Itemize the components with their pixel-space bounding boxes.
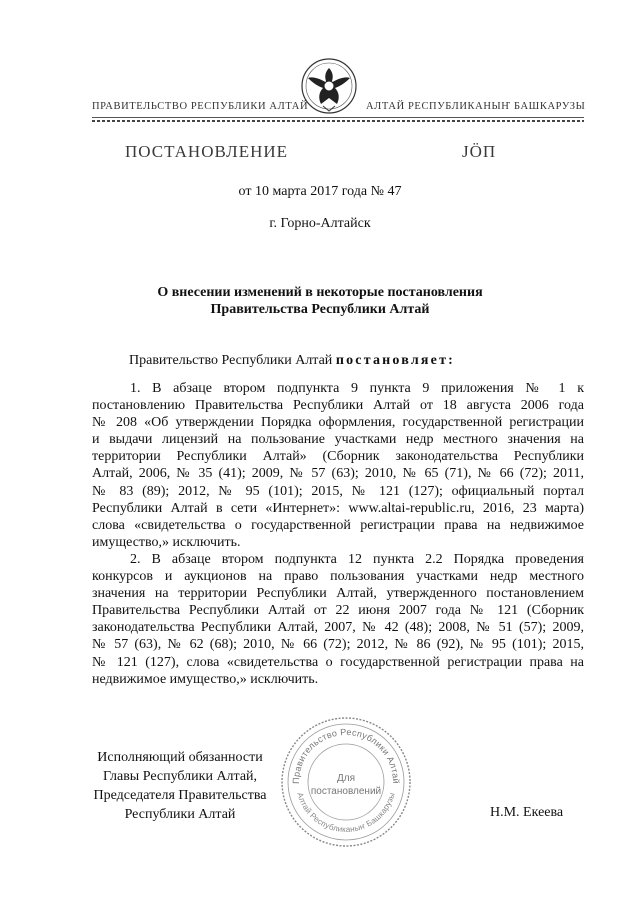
letterhead-divider xyxy=(92,117,584,118)
signatory-position xyxy=(84,748,276,824)
official-stamp xyxy=(279,715,413,849)
paragraph-line: № 83 (89); 2012, № 95 (101); 2015, № 121 (127); официальный портал xyxy=(92,483,584,499)
document-title xyxy=(0,284,640,318)
paragraph-line: 1. В абзаце втором подпункта 9 пункта 9 приложения № 1 к xyxy=(130,381,584,396)
title-line: Правительства Республики Алтай xyxy=(210,302,430,317)
position-line: Главы Республики Алтай, xyxy=(102,769,258,784)
paragraph-line: недвижимое имущество,» исключить. xyxy=(92,671,319,687)
letterhead-divider-dashed xyxy=(92,120,584,122)
stamp-center-line: постановлений xyxy=(310,786,382,797)
paragraph-line: № 121 (127), слова «свидетельства о государственной регистрации права на xyxy=(92,654,584,670)
document-city: г. Горно-Алтайск xyxy=(269,216,371,231)
paragraph-1 xyxy=(92,380,584,551)
position-line: Республики Алтай xyxy=(124,807,236,822)
letterhead-right: АЛТАЙ РЕСПУБЛИКАНЫҤ БАШКАРУЗЫ xyxy=(366,101,586,112)
paragraph-2 xyxy=(92,551,584,688)
paragraph-line: № 57 (63), № 62 (68); 2010, № 66 (72); 2012, № 86 (92), № 95 (101); 2015, xyxy=(92,637,584,653)
paragraph-line: Правительства Республики Алтай от 22 июня 2007 года № 121 (Сборник xyxy=(92,603,584,619)
paragraph-line: Республики Алтай в сети «Интернет»: www.altai-republic.ru, 2016, 23 марта) xyxy=(92,500,584,516)
title-line: О внесении изменений в некоторые постановления xyxy=(157,285,483,300)
signatory-name: Н.М. Екеева xyxy=(490,805,564,820)
stamp-center-line: Для xyxy=(336,773,356,784)
paragraph-line: имущество,» исключить. xyxy=(92,534,241,550)
paragraph-line: 2. В абзаце втором подпункта 12 пункта 2.2 Порядка проведения xyxy=(130,552,584,567)
paragraph-line: слова «свидетельства о государственной регистрации права на недвижимое xyxy=(92,517,584,533)
paragraph-line: Алтай, 2006, № 35 (41); 2009, № 57 (63); 2010, № 65 (71), № 66 (72); 2011, xyxy=(92,466,584,482)
paragraph-line: законодательства Республики Алтай, 2007, № 42 (48); 2008, № 51 (57); 2009, xyxy=(92,620,584,636)
stamp-ring-bottom: Алтай Республиканыҥ Башкарузы xyxy=(295,791,397,835)
position-line: Председателя Правительства xyxy=(93,788,267,803)
doc-type-ru: ПОСТАНОВЛЕНИЕ xyxy=(125,142,289,161)
letterhead-left: ПРАВИТЕЛЬСТВО РЕСПУБЛИКИ АЛТАЙ xyxy=(92,101,309,112)
paragraph-line: территории Республики Алтай» (Сборник законодательства Республики xyxy=(92,449,584,465)
paragraph-line: и выдачи лицензий на пользование участками недр местного значения на xyxy=(92,432,584,448)
document-date: от 10 марта 2017 года № 47 xyxy=(238,184,402,199)
paragraph-line: постановлению Правительства Республики Алтай от 18 августа 2006 года xyxy=(92,398,584,414)
doc-type-alt: ЈӦП xyxy=(462,142,497,161)
position-line: Исполняющий обязанности xyxy=(97,750,263,765)
paragraph-line: значения на территории Республики Алтай, утвержденного постановлением xyxy=(92,586,584,602)
preamble xyxy=(129,353,455,369)
preamble-subject: Правительство Республики Алтай xyxy=(129,353,333,368)
paragraph-line: № 208 «Об утверждении Порядка оформления, государственной регистрации xyxy=(92,415,584,431)
stamp-ring-top: Правительство Республики Алтай xyxy=(290,726,402,785)
preamble-verb: постановляет: xyxy=(335,353,456,368)
paragraph-line: конкурсов и аукционов на право пользования участками недр местного xyxy=(92,569,584,585)
